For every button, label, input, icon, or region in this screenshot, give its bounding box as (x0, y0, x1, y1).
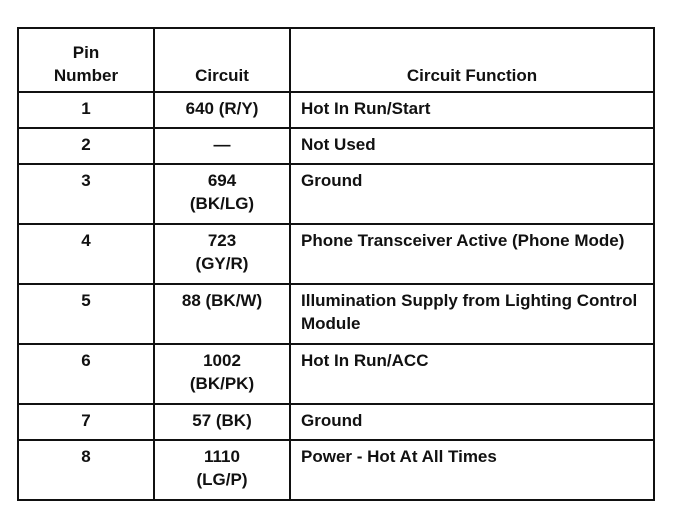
table-row (18, 440, 654, 500)
circuit-line: — (213, 135, 231, 154)
circuit-cell (154, 284, 290, 344)
circuit-line: 1110 (204, 447, 240, 466)
circuit-cell (154, 164, 290, 224)
circuit-line: (GY/R) (195, 254, 249, 273)
table-row (18, 284, 654, 344)
function-cell: Not Used (290, 128, 654, 164)
pin-cell: 1 (18, 92, 154, 128)
circuit-line: (BK/LG) (189, 194, 255, 213)
function-cell: Ground (290, 164, 654, 224)
function-cell: Ground (290, 404, 654, 440)
circuit-line: (LG/P) (196, 470, 248, 489)
table-row (18, 92, 654, 128)
table-row (18, 128, 654, 164)
table-header-row (18, 28, 654, 92)
header-circuit-function: Circuit Function (290, 28, 654, 92)
function-cell: Power - Hot At All Times (290, 440, 654, 500)
function-cell: Hot In Run/Start (290, 92, 654, 128)
pin-cell: 3 (18, 164, 154, 224)
circuit-line: 694 (207, 171, 237, 190)
header-pin-line1: Pin (72, 43, 100, 62)
circuit-line: 640 (R/Y) (185, 99, 259, 118)
circuit-cell (154, 92, 290, 128)
table-row (18, 344, 654, 404)
circuit-line: (BK/PK) (189, 374, 255, 393)
circuit-line: 1002 (203, 351, 241, 370)
pin-cell: 6 (18, 344, 154, 404)
function-cell: Phone Transceiver Active (Phone Mode) (290, 224, 654, 284)
pin-cell: 7 (18, 404, 154, 440)
header-pin-number (18, 28, 154, 92)
header-pin-line2: Number (53, 66, 119, 85)
pin-cell: 8 (18, 440, 154, 500)
pin-cell: 2 (18, 128, 154, 164)
table-row (18, 164, 654, 224)
pin-cell: 5 (18, 284, 154, 344)
pin-cell: 4 (18, 224, 154, 284)
circuit-line: 88 (BK/W) (181, 291, 263, 310)
table-row (18, 404, 654, 440)
circuit-cell (154, 224, 290, 284)
pin-function-table (17, 27, 655, 501)
circuit-line: 723 (207, 231, 237, 250)
header-circuit: Circuit (154, 28, 290, 92)
table-row (18, 224, 654, 284)
circuit-cell (154, 128, 290, 164)
circuit-cell (154, 344, 290, 404)
function-cell: Hot In Run/ACC (290, 344, 654, 404)
function-cell: Illumination Supply from Lighting Control Module (290, 284, 654, 344)
circuit-line: 57 (BK) (192, 411, 252, 430)
circuit-cell (154, 440, 290, 500)
circuit-cell (154, 404, 290, 440)
